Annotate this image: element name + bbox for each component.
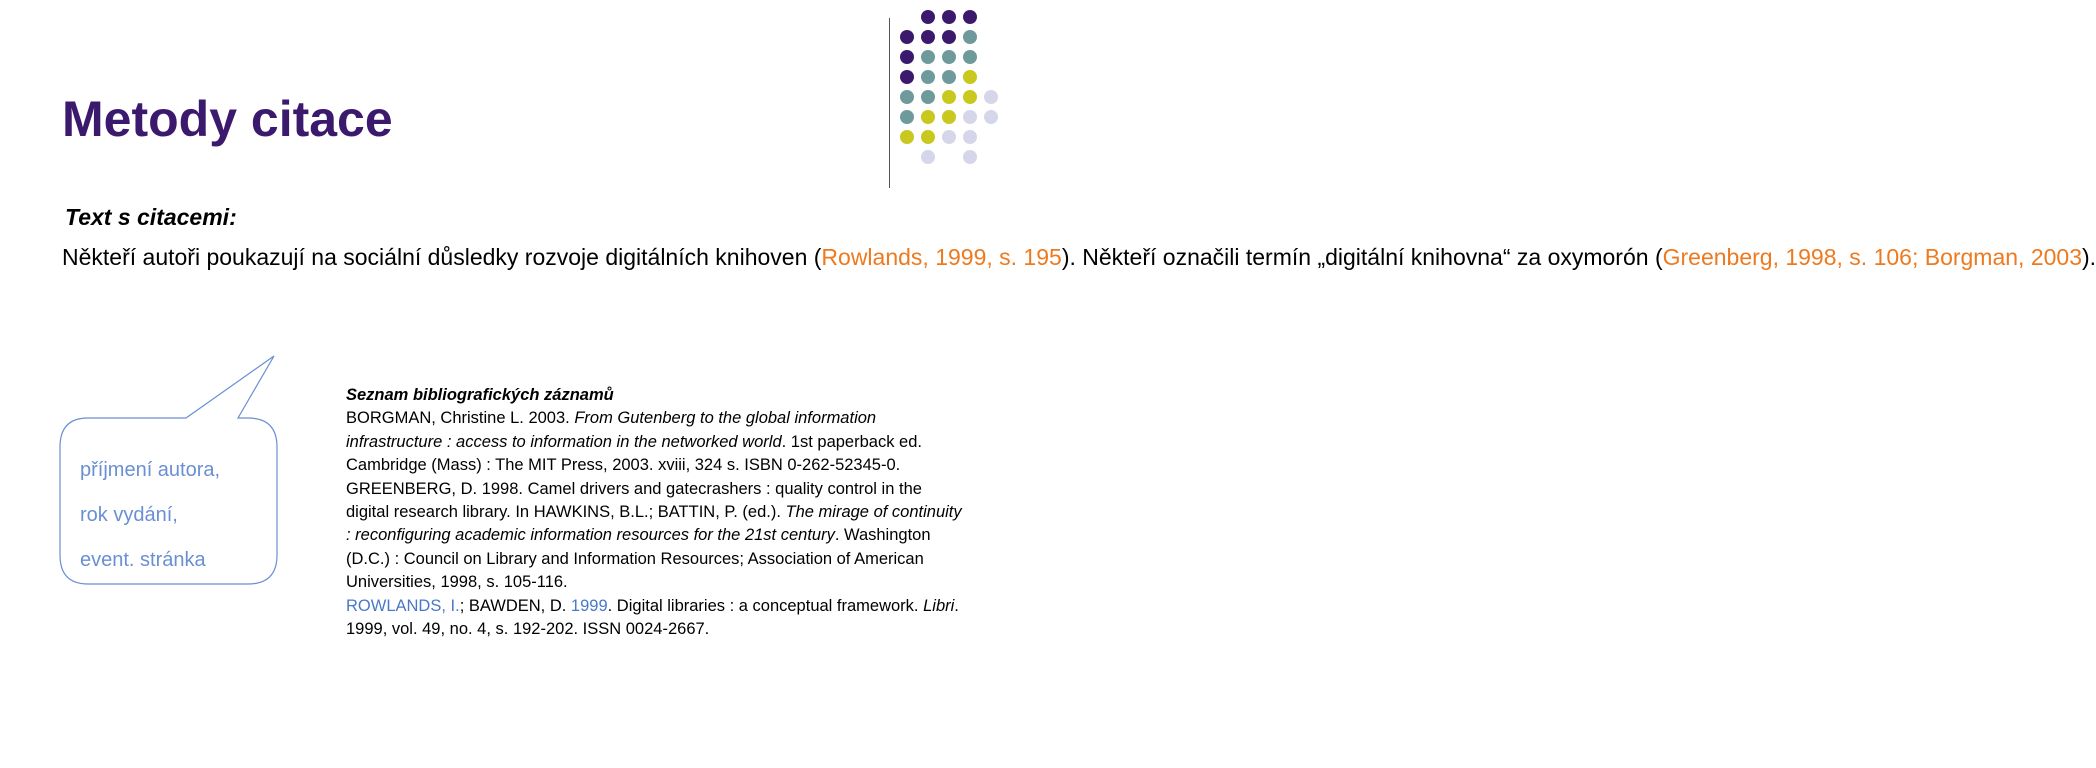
callout-line-year: rok vydání, <box>80 504 178 526</box>
decorative-dot <box>900 70 914 84</box>
decorative-dot <box>942 130 956 144</box>
decorative-dot <box>921 30 935 44</box>
decorative-dot <box>963 150 977 164</box>
slide-subtitle: Text s citacemi: <box>65 204 237 230</box>
decorative-dot <box>921 70 935 84</box>
entry-text: . 1st paperback ed. Cambridge (Mass) : The MIT Press, 2003. xviii, 324 s. ISBN 0-262-52345-0. <box>346 432 922 475</box>
decorative-dot <box>942 50 956 64</box>
decorative-divider-line <box>889 18 890 188</box>
decorative-dot <box>942 10 956 24</box>
entry-journal: Libri <box>923 596 955 615</box>
entry-title: From Gutenberg to the global information infrastructure : access to information in the networked world <box>346 409 877 451</box>
decorative-dot <box>963 30 977 44</box>
decorative-dot <box>963 50 977 64</box>
citation-rowlands: Rowlands, 1999, s. 195 <box>821 244 1062 270</box>
decorative-dot <box>900 90 914 104</box>
decorative-dot <box>921 130 935 144</box>
decorative-dot <box>900 50 914 64</box>
decorative-dot <box>963 110 977 124</box>
bibliography-entry-greenberg <box>346 478 966 595</box>
entry-title: The mirage of continuity : reconfiguring academic information resources for the 21st century <box>346 503 962 545</box>
slide-title: Metody citace <box>62 91 393 147</box>
decorative-dot <box>921 90 935 104</box>
decorative-dot <box>963 10 977 24</box>
paragraph-text: ). Někteří označili termín „digitální knihovna“ za oxymorón ( <box>1061 244 1663 270</box>
callout-line-page: event. stránka <box>80 549 206 571</box>
bibliography <box>346 384 966 641</box>
bibliography-entry-rowlands <box>346 595 966 642</box>
decorative-dot <box>921 110 935 124</box>
callout-line-author: příjmení autora, <box>80 459 221 481</box>
decorative-dot <box>900 30 914 44</box>
decorative-dot <box>942 30 956 44</box>
paragraph-text: ). <box>2082 244 2096 270</box>
decorative-dot <box>921 150 935 164</box>
bibliography-entry-borgman <box>346 407 966 477</box>
entry-text: . Washington (D.C.) : Council on Library and Information Resources; Association of American Universities, 1998, s. 105-116. <box>346 526 931 592</box>
decorative-dot <box>984 110 998 124</box>
decorative-dot <box>900 110 914 124</box>
entry-text: . Digital libraries : a conceptual framework. <box>607 596 924 615</box>
entry-text: GREENBERG, D. 1998. Camel drivers and gatecrashers : quality control in the digital research library. In HAWKINS, B.L.; BATTIN, P. (ed.). <box>346 479 922 522</box>
entry-text: BORGMAN, Christine L. 2003. <box>346 409 575 428</box>
decorative-dot <box>942 90 956 104</box>
decorative-dot <box>900 130 914 144</box>
bibliography-heading: Seznam bibliografických záznamů <box>346 386 614 404</box>
decorative-dot <box>921 50 935 64</box>
entry-text: . 1999, vol. 49, no. 4, s. 192-202. ISSN 0024-2667. <box>346 596 959 639</box>
entry-author-highlight: ROWLANDS, I. <box>346 596 460 615</box>
paragraph-text: Někteří autoři poukazují na sociální důsledky rozvoje digitálních knihoven ( <box>62 244 822 270</box>
decorative-dot <box>921 10 935 24</box>
decorative-dot <box>984 90 998 104</box>
decorative-dot <box>942 110 956 124</box>
entry-year-highlight: 1999 <box>570 596 608 615</box>
decorative-dot <box>963 130 977 144</box>
decorative-dot <box>963 90 977 104</box>
callout-text <box>80 448 280 583</box>
entry-text: ; BAWDEN, D. <box>459 596 571 615</box>
decorative-dot-grid <box>900 10 1010 170</box>
citation-paragraph <box>62 240 2096 275</box>
decorative-dot <box>963 70 977 84</box>
decorative-dot <box>942 70 956 84</box>
citation-greenberg-borgman: Greenberg, 1998, s. 106; Borgman, 2003 <box>1662 244 2082 270</box>
